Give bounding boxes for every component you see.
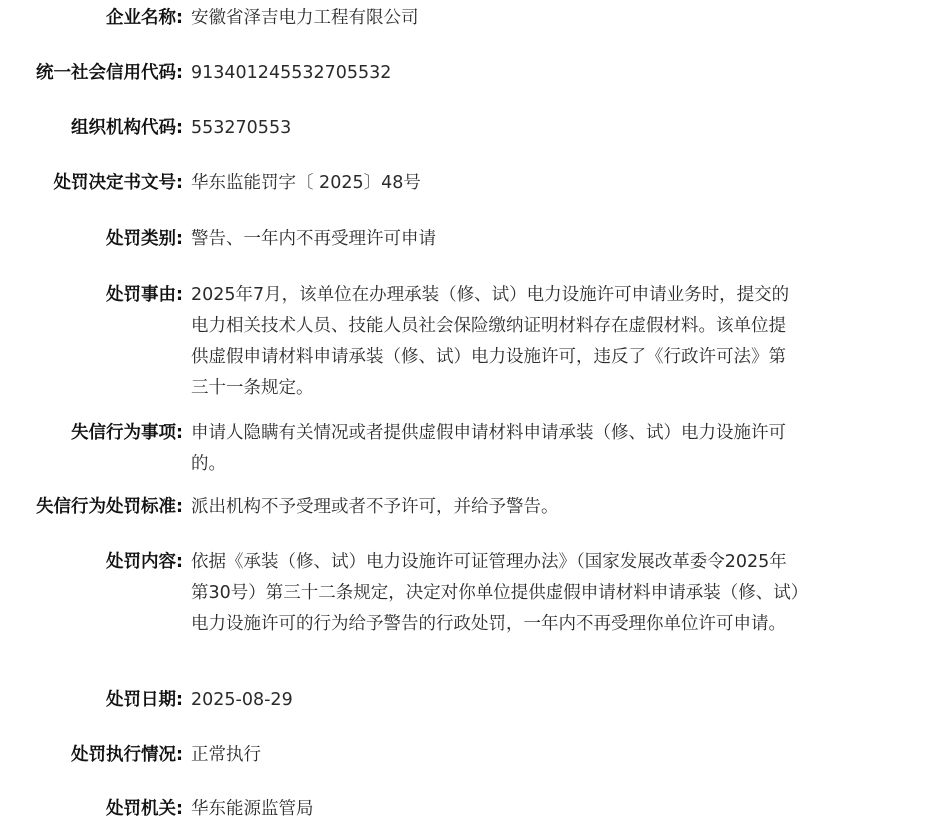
field-credit-code xyxy=(0,58,948,89)
field-value: 依据《承装（修、试）电力设施许可证管理办法》（国家发展改革委令2025年第30号）第三十二条规定，决定对你单位提供虚假申请材料申请承装（修、试）电力设施许可的行为给予警告的行政处罚，一年内不再受理你单位许可申请。 xyxy=(191,552,800,634)
field-label: 处罚日期: xyxy=(106,690,183,710)
field-label: 处罚决定书文号: xyxy=(53,173,183,193)
field-penalty-content xyxy=(0,547,948,640)
field-authority xyxy=(0,794,948,825)
field-label: 处罚机关: xyxy=(106,799,183,819)
field-value: 申请人隐瞒有关情况或者提供虚假申请材料申请承装（修、试）电力设施许可的。 xyxy=(191,423,786,474)
field-label: 组织机构代码: xyxy=(71,118,183,138)
field-value: 华东监能罚字〔 2025〕48号 xyxy=(191,173,421,193)
field-label: 失信行为处罚标准: xyxy=(36,497,183,517)
field-label: 处罚内容: xyxy=(106,552,183,572)
field-value: 警告、一年内不再受理许可申请 xyxy=(191,229,436,249)
field-value: 2025年7月，该单位在办理承装（修、试）电力设施许可申请业务时，提交的电力相关技术人员、技能人员社会保险缴纳证明材料存在虚假材料。该单位提供虚假申请材料申请承装（修、试）电力设施许可，违反了《行政许可法》第三十一条规定。 xyxy=(191,285,790,398)
field-penalty-type xyxy=(0,224,948,255)
field-label: 失信行为事项: xyxy=(71,423,183,443)
field-label: 处罚事由: xyxy=(106,285,183,305)
field-label: 统一社会信用代码: xyxy=(36,63,183,83)
field-org-code xyxy=(0,113,948,144)
field-dishonest-matter xyxy=(0,418,948,480)
field-penalty-standard xyxy=(0,492,948,523)
field-label: 处罚执行情况: xyxy=(71,745,183,765)
field-company-name xyxy=(0,3,948,34)
field-label: 处罚类别: xyxy=(106,229,183,249)
field-value: 安徽省泽吉电力工程有限公司 xyxy=(191,8,419,28)
field-value: 2025-08-29 xyxy=(191,690,293,710)
field-value: 553270553 xyxy=(191,118,292,138)
field-label: 企业名称: xyxy=(106,8,183,28)
field-value: 华东能源监管局 xyxy=(191,799,314,819)
field-value: 派出机构不予受理或者不予许可，并给予警告。 xyxy=(191,497,559,517)
field-penalty-reason xyxy=(0,280,948,404)
field-decision-number xyxy=(0,168,948,199)
field-value: 913401245532705532 xyxy=(191,63,392,83)
field-value: 正常执行 xyxy=(191,745,261,765)
field-execution-status xyxy=(0,740,948,771)
field-penalty-date xyxy=(0,685,948,716)
